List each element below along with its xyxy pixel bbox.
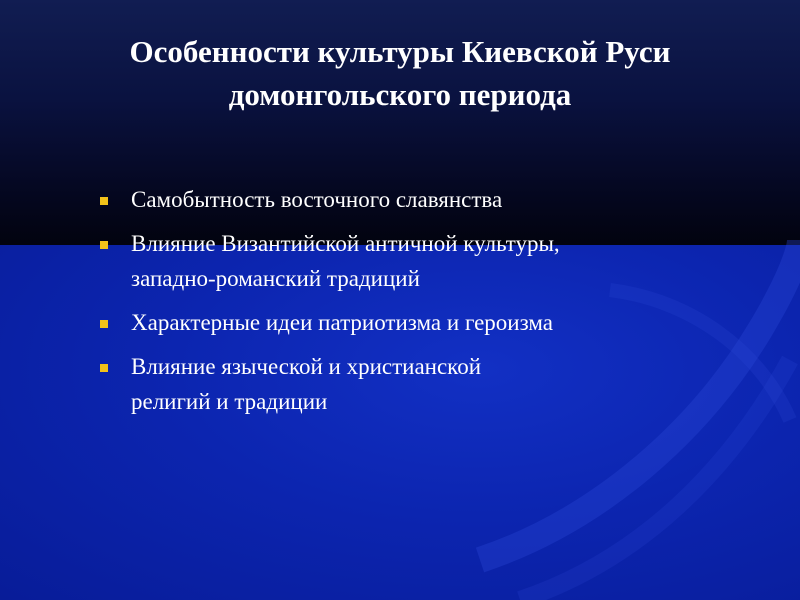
square-bullet-icon (100, 364, 108, 372)
bullet-text: Влияние языческой и христианской (131, 354, 481, 379)
square-bullet-icon (100, 241, 108, 249)
bullet-text-continuation: западно-романский традиций (131, 266, 420, 291)
square-bullet-icon (100, 320, 108, 328)
bullet-text-continuation: религий и традиции (131, 389, 328, 414)
bullet-list (98, 182, 738, 428)
bullet-text: Самобытность восточного славянства (131, 187, 503, 212)
bullet-item-3 (98, 305, 738, 340)
slide-title (0, 30, 800, 116)
square-bullet-icon (100, 197, 108, 205)
slide-title-line-2: домонгольского периода (228, 77, 572, 112)
bullet-text: Влияние Византийской античной культуры, (131, 231, 560, 256)
slide-title-line-1: Особенности культуры Киевской Руси (129, 34, 671, 69)
bullet-item-1 (98, 182, 738, 217)
bullet-item-2 (98, 226, 738, 296)
bullet-text: Характерные идеи патриотизма и героизма (131, 310, 553, 335)
bullet-item-4 (98, 349, 738, 419)
